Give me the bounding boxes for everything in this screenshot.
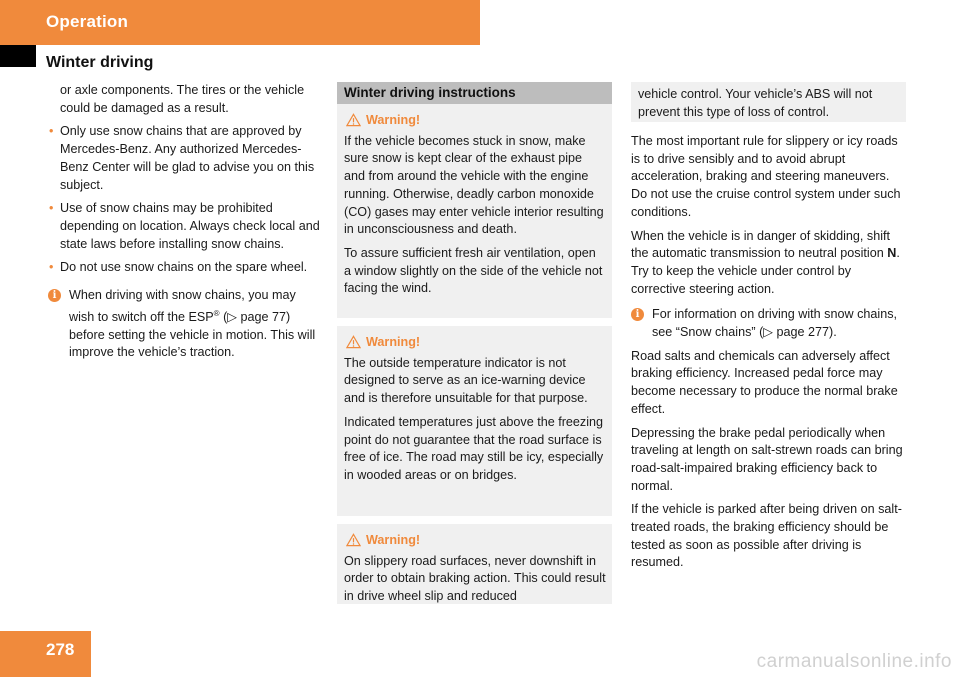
- info-text: When driving with snow chains, you may wish to switch off the ESP: [69, 288, 296, 324]
- warning-title: [344, 112, 606, 130]
- warning-label: Warning!: [366, 533, 421, 547]
- list-item: [48, 259, 324, 277]
- bullet-icon: •: [49, 124, 54, 139]
- continued-text: or axle components. The tires or the vehicle could be damaged as a result.: [60, 83, 305, 115]
- winter-instructions-heading-box: [337, 82, 612, 104]
- info-icon: i: [631, 308, 644, 321]
- warning-text: If the vehicle becomes stuck in snow, make sure snow is kept clear of the exhaust pipe and from around the vehicle with the engine running. Otherwise, deadly carbon monoxide (CO) gases may enter vehicle interior resulting in unconsciousness and death.: [344, 133, 604, 237]
- warning-text: On slippery road surfaces, never downshift in order to obtain braking action. This could result in drive wheel slip and reduced: [344, 553, 606, 604]
- paragraph: Depressing the brake pedal periodically when traveling at length on salt-strewn roads can bring road-salt-impaired braking efficiency back to normal.: [631, 425, 903, 493]
- header-marker: [0, 45, 36, 67]
- paragraph: The most important rule for slippery or icy roads is to drive sensibly and to avoid abrupt acceleration, braking and steering maneuvers. Do not use the cruise control system under such conditions.: [631, 134, 901, 219]
- warning-box-exhaust: [337, 104, 612, 318]
- warning-title: [344, 532, 606, 550]
- registered-mark: ®: [213, 308, 220, 318]
- list-item-text: Use of snow chains may be prohibited depending on location. Always check local and state laws before installing snow chains.: [60, 201, 320, 251]
- warning-box-temperature: [337, 326, 612, 516]
- info-text-end: before setting the vehicle in motion. This will improve the vehicle’s traction.: [69, 327, 316, 360]
- info-text: For information on driving with snow chains, see “Snow chains” (: [652, 307, 897, 340]
- warning-text: The outside temperature indicator is not designed to serve as an ice-warning device and is therefore unsuitable for that purpose.: [344, 355, 588, 406]
- paragraph: If the vehicle is parked after being driven on salt-treated roads, the braking efficiency should be tested as soon as possible after driving is resumed.: [631, 502, 902, 570]
- warning-triangle-icon: [346, 335, 361, 349]
- warning-label: Warning!: [366, 335, 421, 349]
- list-item: [48, 123, 324, 194]
- warning-text: Indicated temperatures just above the freezing point do not guarantee that the road surface is free of ice. The road may still be icy, especially in wooded areas or on bridges.: [344, 414, 604, 482]
- bullet-icon: •: [49, 260, 54, 275]
- warning-box-downshift: [337, 524, 612, 604]
- section-heading: Operation: [46, 12, 129, 31]
- watermark: carmanualsonline.info: [756, 651, 952, 672]
- page-reference-link[interactable]: (▷ page 77): [219, 309, 291, 324]
- column-left: [48, 82, 324, 368]
- paragraph: [631, 228, 908, 299]
- warning-text: To assure sufficient fresh air ventilation, open a window slightly on the side of the vehicle not facing the wind.: [344, 245, 603, 296]
- bullet-icon: •: [49, 201, 54, 216]
- page-title: Winter driving: [46, 54, 154, 71]
- paragraph-text: When the vehicle is in danger of skidding, shift the automatic transmission to neutral position: [631, 228, 891, 261]
- paragraph: Road salts and chemicals can adversely affect braking efficiency. Increased pedal force may become necessary to produce the normal brake effect.: [631, 348, 898, 416]
- column-right: [631, 133, 908, 578]
- page-reference-link[interactable]: ▷ page 277: [763, 325, 830, 340]
- list-item: [48, 200, 324, 253]
- warning-triangle-icon: [346, 113, 361, 127]
- info-note: [48, 287, 324, 362]
- box-title: Winter driving instructions: [344, 85, 516, 100]
- warning-triangle-icon: [346, 533, 361, 547]
- info-note: [631, 306, 908, 341]
- neutral-position-label: N: [887, 246, 897, 261]
- warning-label: Warning!: [366, 113, 421, 127]
- list-item-text: Do not use snow chains on the spare wheel.: [60, 260, 308, 275]
- warning-continued-text: vehicle control. Your vehicle’s ABS will not prevent this type of loss of control.: [638, 87, 873, 119]
- info-icon: i: [48, 289, 61, 302]
- warning-title: [344, 334, 606, 352]
- info-text-end: ).: [829, 325, 837, 340]
- page-number: 278: [46, 640, 75, 659]
- list-item-text: Only use snow chains that are approved by Mercedes-Benz. Any authorized Mercedes-Benz Center will be glad to advise you on this subject.: [60, 124, 315, 192]
- warning-continued-box: [631, 82, 906, 122]
- paragraph-text-end: . Try to keep the vehicle under control by corrective steering action.: [631, 246, 900, 296]
